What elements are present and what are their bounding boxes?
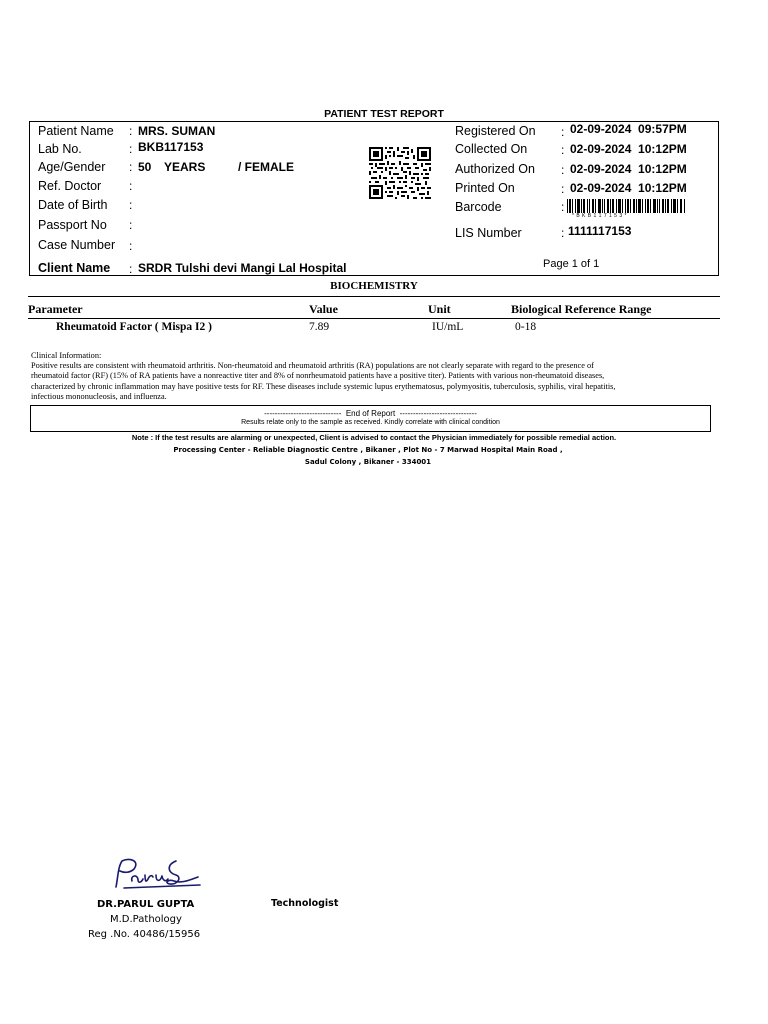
end-of-report-box (30, 405, 711, 432)
lis-number-label: LIS Number (455, 226, 522, 240)
section-title: BIOCHEMISTRY (330, 280, 418, 292)
patient-name-value: MRS. SUMAN (138, 124, 216, 138)
row-value: 7.89 (309, 321, 330, 333)
colon: : (561, 163, 565, 177)
colon: : (129, 160, 133, 174)
lis-number-value: 1111117153 (568, 224, 632, 238)
age-gender-label: Age/Gender (38, 160, 106, 174)
table-top-rule (28, 296, 720, 297)
age-value: 50 (138, 160, 152, 174)
dob-label: Date of Birth (38, 198, 108, 212)
registered-on-label: Registered On (455, 124, 536, 138)
colon: : (129, 262, 133, 276)
registered-on-value: 02-09-2024 09:57PM (570, 122, 687, 136)
report-title: PATIENT TEST REPORT (324, 108, 444, 120)
processing-center-line2: Sadul Colony , Bikaner - 334001 (304, 458, 432, 466)
barcode-text: * B K B 1 1 7 1 5 3 * (572, 213, 627, 219)
end-note: Results relate only to the sample as received. Kindly correlate with clinical condition (241, 419, 500, 426)
authorized-on-value: 02-09-2024 10:12PM (570, 162, 687, 176)
doctor-signature-icon (110, 855, 205, 895)
table-header-rule (28, 318, 720, 319)
processing-center-line1: Processing Center - Reliable Diagnostic Centre , Bikaner , Plot No - 7 Marwad Hospital Main Road , (173, 446, 563, 454)
barcode-icon (567, 199, 687, 213)
passport-label: Passport No (38, 218, 107, 232)
header-parameter: Parameter (28, 302, 83, 316)
row-parameter: Rheumatoid Factor ( Mispa I2 ) (56, 321, 212, 333)
colon: : (561, 143, 565, 157)
case-number-label: Case Number (38, 238, 116, 252)
gender-value: / FEMALE (238, 160, 294, 174)
printed-on-value: 02-09-2024 10:12PM (570, 181, 687, 195)
printed-on-label: Printed On (455, 181, 515, 195)
colon: : (561, 125, 565, 139)
end-of-report: ----------------------------- End of Report ----------------------------- (264, 409, 477, 418)
patient-name-label: Patient Name (38, 124, 114, 138)
colon: : (129, 239, 133, 253)
colon: : (561, 182, 565, 196)
clinical-information (31, 351, 631, 402)
page-number: Page 1 of 1 (543, 258, 600, 270)
doctor-degree: M.D.Pathology (110, 914, 182, 925)
lab-no-value: BKB117153 (138, 140, 204, 154)
colon: : (129, 198, 133, 212)
doctor-name: DR.PARUL GUPTA (97, 899, 195, 910)
header-value: Value (309, 302, 338, 316)
note-text: Note : If the test results are alarming or unexpected, Client is advised to contact the Physician immediately for possible remedial action. (131, 433, 617, 442)
colon: : (129, 218, 133, 232)
colon: : (129, 124, 133, 138)
colon: : (561, 200, 565, 214)
authorized-on-label: Authorized On (455, 162, 535, 176)
colon: : (129, 142, 133, 156)
barcode-label: Barcode (455, 200, 502, 214)
collected-on-value: 02-09-2024 10:12PM (570, 142, 687, 156)
technologist-label: Technologist (271, 898, 339, 909)
collected-on-label: Collected On (455, 142, 528, 156)
qr-code-icon (369, 147, 431, 199)
row-unit: IU/mL (432, 321, 464, 333)
colon: : (129, 179, 133, 193)
header-unit: Unit (428, 302, 451, 316)
client-name-value: SRDR Tulshi devi Mangi Lal Hospital (138, 261, 347, 275)
doctor-registration: Reg .No. 40486/15956 (88, 929, 201, 940)
age-unit: YEARS (164, 160, 206, 174)
client-name-label: Client Name (38, 261, 111, 275)
colon: : (561, 226, 565, 240)
lab-no-label: Lab No. (38, 142, 82, 156)
header-reference-range: Biological Reference Range (511, 302, 652, 316)
clinical-heading: Clinical Information: (31, 351, 102, 360)
clinical-text: Positive results are consistent with rheumatoid arthritis. Non-rheumatoid and rheumatoid arthritis (RA) populations are not clearly separate with regard to the presence of rheumatoid factor (RF) (15% of RA patients have a nonreactive titer and 8% of nonrheumatoid patients have a positive titer). Patients with various non-rheumatoid diseases, characterized by chronic inflammation may have positive tests for RF. These diseases include systemic lupus erythematosus, polymyositis, tuberculosis, syphilis, viral hepatitis, infectious mononucleosis, and influenza. (31, 361, 616, 401)
row-reference-range: 0-18 (515, 321, 537, 333)
ref-doctor-label: Ref. Doctor (38, 179, 102, 193)
